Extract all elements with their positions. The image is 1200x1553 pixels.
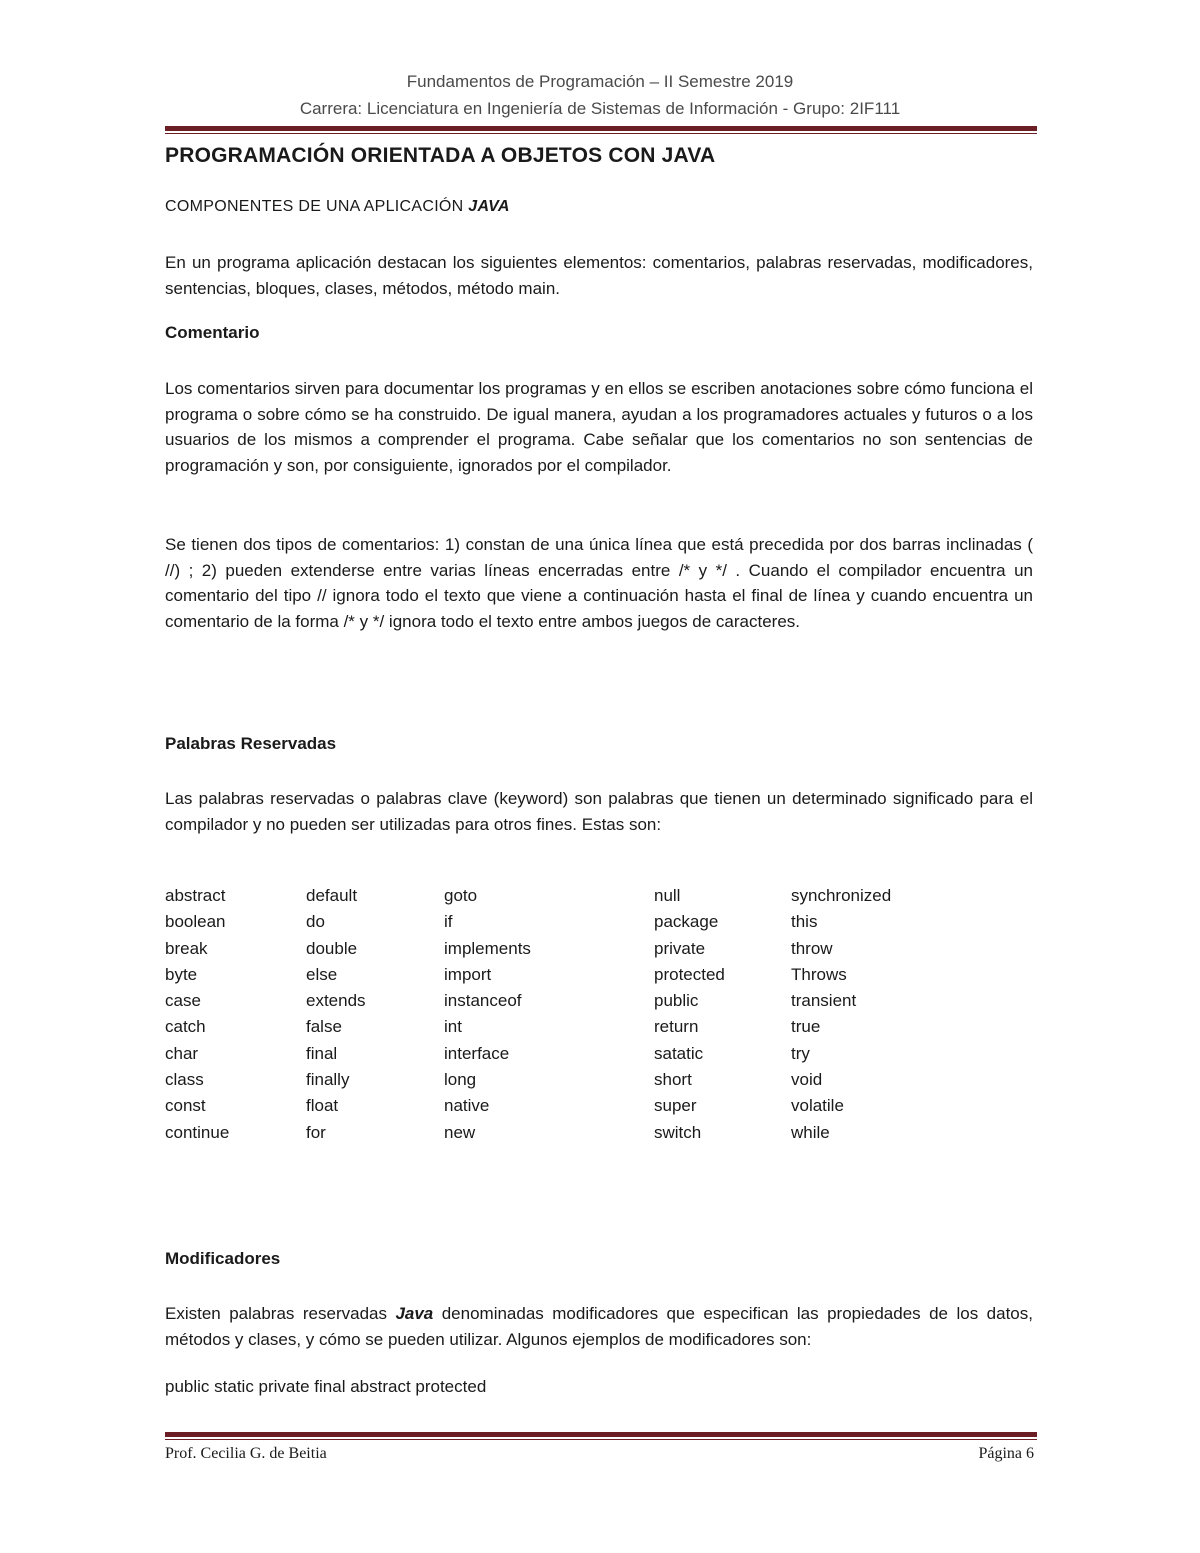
- palabras-paragraph: Las palabras reservadas o palabras clave (keyword) son palabras que tienen un determinado significado para el compilador y no pueden ser utilizadas para otros fines. Estas son:: [165, 789, 1033, 834]
- keyword-item: super: [654, 1096, 697, 1116]
- keyword-item: public: [654, 991, 699, 1011]
- keyword-item: satatic: [654, 1043, 704, 1063]
- page-title: PROGRAMACIÓN ORIENTADA A OBJETOS CON JAVA: [165, 144, 716, 167]
- keyword-item: long: [444, 1070, 477, 1090]
- keyword-item: new: [444, 1122, 476, 1142]
- keyword-column-5: [791, 883, 891, 1146]
- keyword-item: Throws: [791, 964, 847, 984]
- section-subtitle: [165, 198, 510, 216]
- comentario-paragraph-1: Los comentarios sirven para documentar los programas y en ellos se escriben anotaciones sobre cómo funciona el programa o sobre cómo se ha construido. De igual manera, ayudan a los programadores actuales y futuros o a los usuarios de los mismos a comprender el programa. Cabe señalar que los comentarios no son sentencias de programación y son, por consiguiente, ignorados por el compilador.: [165, 379, 1033, 475]
- keyword-item: true: [791, 1017, 821, 1037]
- keyword-item: extends: [306, 991, 366, 1011]
- heading-modificadores: Modificadores: [165, 1249, 281, 1268]
- heading-comentario: Comentario: [165, 323, 260, 342]
- keyword-item: class: [165, 1070, 204, 1090]
- keyword-item: float: [306, 1096, 339, 1116]
- keyword-item: default: [306, 886, 358, 905]
- keyword-item: volatile: [791, 1096, 844, 1116]
- keyword-item: boolean: [165, 912, 226, 932]
- keyword-item: false: [306, 1017, 342, 1037]
- keyword-item: while: [791, 1122, 830, 1142]
- footer-rule: [165, 1432, 1037, 1437]
- keyword-column-2: [306, 883, 366, 1146]
- keyword-item: const: [165, 1096, 206, 1116]
- keyword-item: char: [165, 1043, 199, 1063]
- keyword-item: abstract: [165, 886, 226, 905]
- keyword-item: synchronized: [791, 886, 892, 905]
- keyword-item: implements: [444, 938, 531, 958]
- header-rule-thin: [165, 133, 1037, 134]
- header-career-line: Carrera: Licenciatura en Ingeniería de Sistemas de Información - Grupo: 2IF111: [299, 99, 901, 118]
- keyword-item: do: [306, 912, 325, 932]
- keyword-item: private: [654, 938, 706, 958]
- footer-rule-thin: [165, 1439, 1037, 1440]
- header-course-line: Fundamentos de Programación – II Semestre 2019: [406, 72, 794, 91]
- footer-author: Prof. Cecilia G. de Beitia: [165, 1445, 327, 1462]
- header-rule: [165, 126, 1037, 131]
- keyword-item: else: [306, 964, 338, 984]
- mod-p1-pre: Existen palabras reservadas: [165, 1304, 396, 1323]
- keyword-item: instanceof: [444, 991, 522, 1011]
- keyword-item: int: [444, 1017, 462, 1037]
- keyword-item: try: [791, 1043, 810, 1063]
- keyword-item: final: [306, 1043, 338, 1063]
- keyword-item: void: [791, 1070, 823, 1090]
- keyword-item: import: [444, 964, 492, 984]
- keyword-item: null: [654, 886, 681, 905]
- modificadores-examples: public static private final abstract protected: [165, 1377, 487, 1396]
- keyword-item: goto: [444, 886, 478, 905]
- heading-palabras-reservadas: Palabras Reservadas: [165, 734, 337, 753]
- keyword-item: if: [444, 912, 453, 932]
- keyword-item: break: [165, 938, 208, 958]
- keyword-item: finally: [306, 1070, 350, 1090]
- keyword-item: catch: [165, 1017, 206, 1037]
- footer-page-number: Página 6: [978, 1445, 1034, 1462]
- keyword-item: return: [654, 1017, 699, 1037]
- keyword-item: transient: [791, 991, 857, 1011]
- keyword-item: throw: [791, 938, 833, 958]
- keyword-item: for: [306, 1122, 326, 1142]
- keyword-item: switch: [654, 1122, 702, 1142]
- keyword-item: this: [791, 912, 818, 932]
- comentario-paragraph-2: Se tienen dos tipos de comentarios: 1) constan de una única línea que está precedida por dos barras inclinadas ( //) ; 2) pueden extenderse entre varias líneas encerradas entre /* y */ . Cuando el compilador encuentra un comentario del tipo // ignora todo el texto que viene a continuación hasta el final de línea y cuando encuentra un comentario de la forma /* y */ ignora todo el texto entre ambos juegos de caracteres.: [165, 535, 1033, 631]
- keyword-item: double: [306, 938, 358, 958]
- keyword-item: short: [654, 1070, 692, 1090]
- keyword-item: case: [165, 991, 201, 1011]
- keyword-column-3: [444, 883, 531, 1146]
- modificadores-paragraph: [165, 1301, 1033, 1352]
- keyword-column-4: [654, 883, 725, 1146]
- keyword-item: continue: [165, 1122, 230, 1142]
- mod-p1-post: denominadas modificadores que especifican las propiedades de los datos, métodos y clases, y cómo se pueden utilizar. Algunos ejemplos de modificadores son:: [165, 1304, 1033, 1349]
- subtitle-prefix: COMPONENTES DE UNA APLICACIÓN: [165, 198, 469, 215]
- keyword-column-1: [165, 883, 229, 1146]
- intro-paragraph: En un programa aplicación destacan los siguientes elementos: comentarios, palabras reservadas, modificadores, sentencias, bloques, clases, métodos, método main.: [165, 253, 1033, 298]
- keyword-item: native: [444, 1096, 490, 1116]
- mod-p1-emph: Java: [395, 1304, 434, 1323]
- keyword-item: protected: [654, 964, 725, 984]
- keyword-item: byte: [165, 964, 198, 984]
- keyword-item: interface: [444, 1043, 510, 1063]
- keyword-item: package: [654, 912, 719, 932]
- subtitle-emph: JAVA: [468, 198, 510, 215]
